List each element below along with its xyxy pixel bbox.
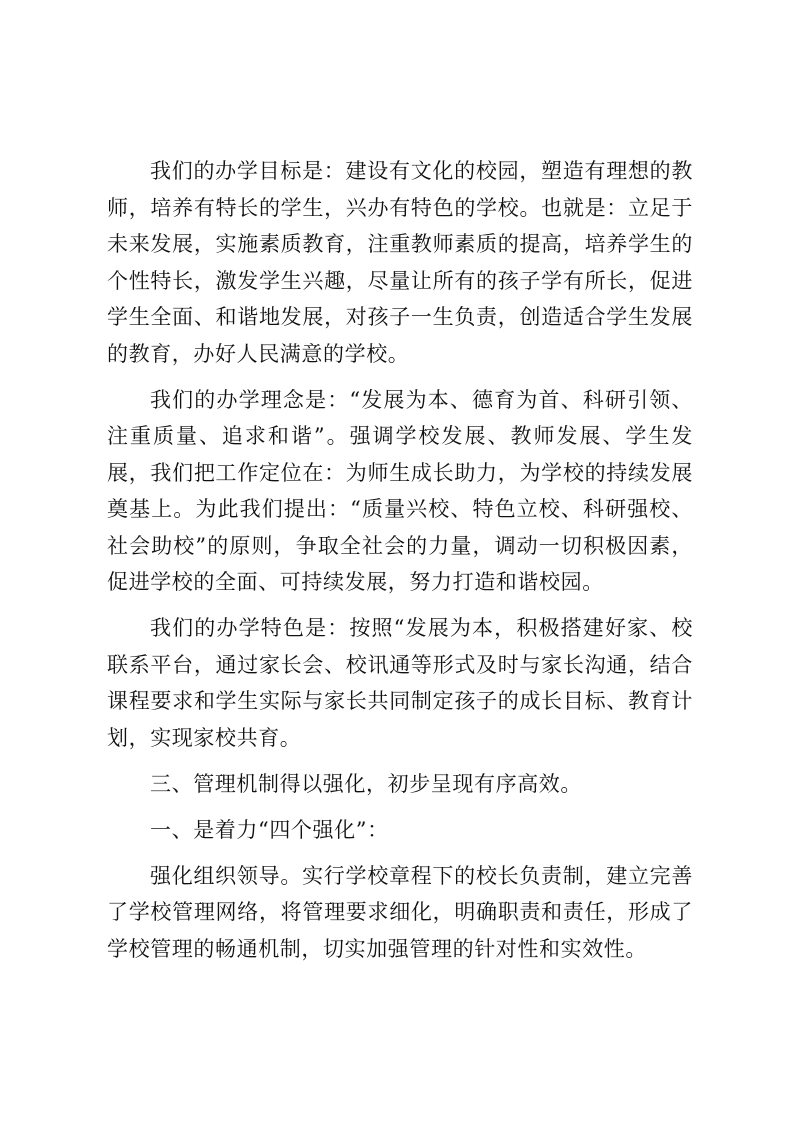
paragraph-school-characteristics: 我们的办学特色是：按照“发展为本，积极搭建好家、校联系平台，通过家长会、校讯通等形式及时与家长沟通，结合课程要求和学生实际与家长共同制定孩子的成长目标、教育计划，实现家校共育。 — [107, 616, 693, 750]
paragraph-school-goals: 我们的办学目标是：建设有文化的校园，塑造有理想的教师，培养有特长的学生，兴办有特色的学校。也就是：立足于未来发展，实施素质教育，注重教师素质的提高，培养学生的个性特长，激发学生兴趣，尽量让所有的孩子学有所长，促进学生全面、和谐地发展，对孩子一生负责，创造适合学生发展的教育，办好人民满意的学校。 — [107, 159, 693, 366]
document-body — [107, 153, 693, 977]
section-heading-management: 三、管理机制得以强化，初步呈现有序高效。 — [150, 771, 582, 796]
paragraph-school-philosophy: 我们的办学理念是：“发展为本、德育为首、科研引领、注重质量、追求和谐”。强调学校发展、教师发展、学生发展，我们把工作定位在：为师生成长助力，为学校的持续发展奠基上。为此我们提出：“质量兴校、特色立校、科研强校、社会助校”的原则，争取全社会的力量，调动一切积极因素，促进学校的全面、可持续发展，努力打造和谐校园。 — [107, 387, 693, 594]
paragraph-organizational-leadership: 强化组织领导。实行学校章程下的校长负责制，建立完善了学校管理网络，将管理要求细化，明确职责和责任，形成了学校管理的畅通机制，切实加强管理的针对性和实效性。 — [107, 863, 693, 961]
subheading-four-strengthenings: 一、是着力“四个强化”： — [150, 817, 389, 842]
